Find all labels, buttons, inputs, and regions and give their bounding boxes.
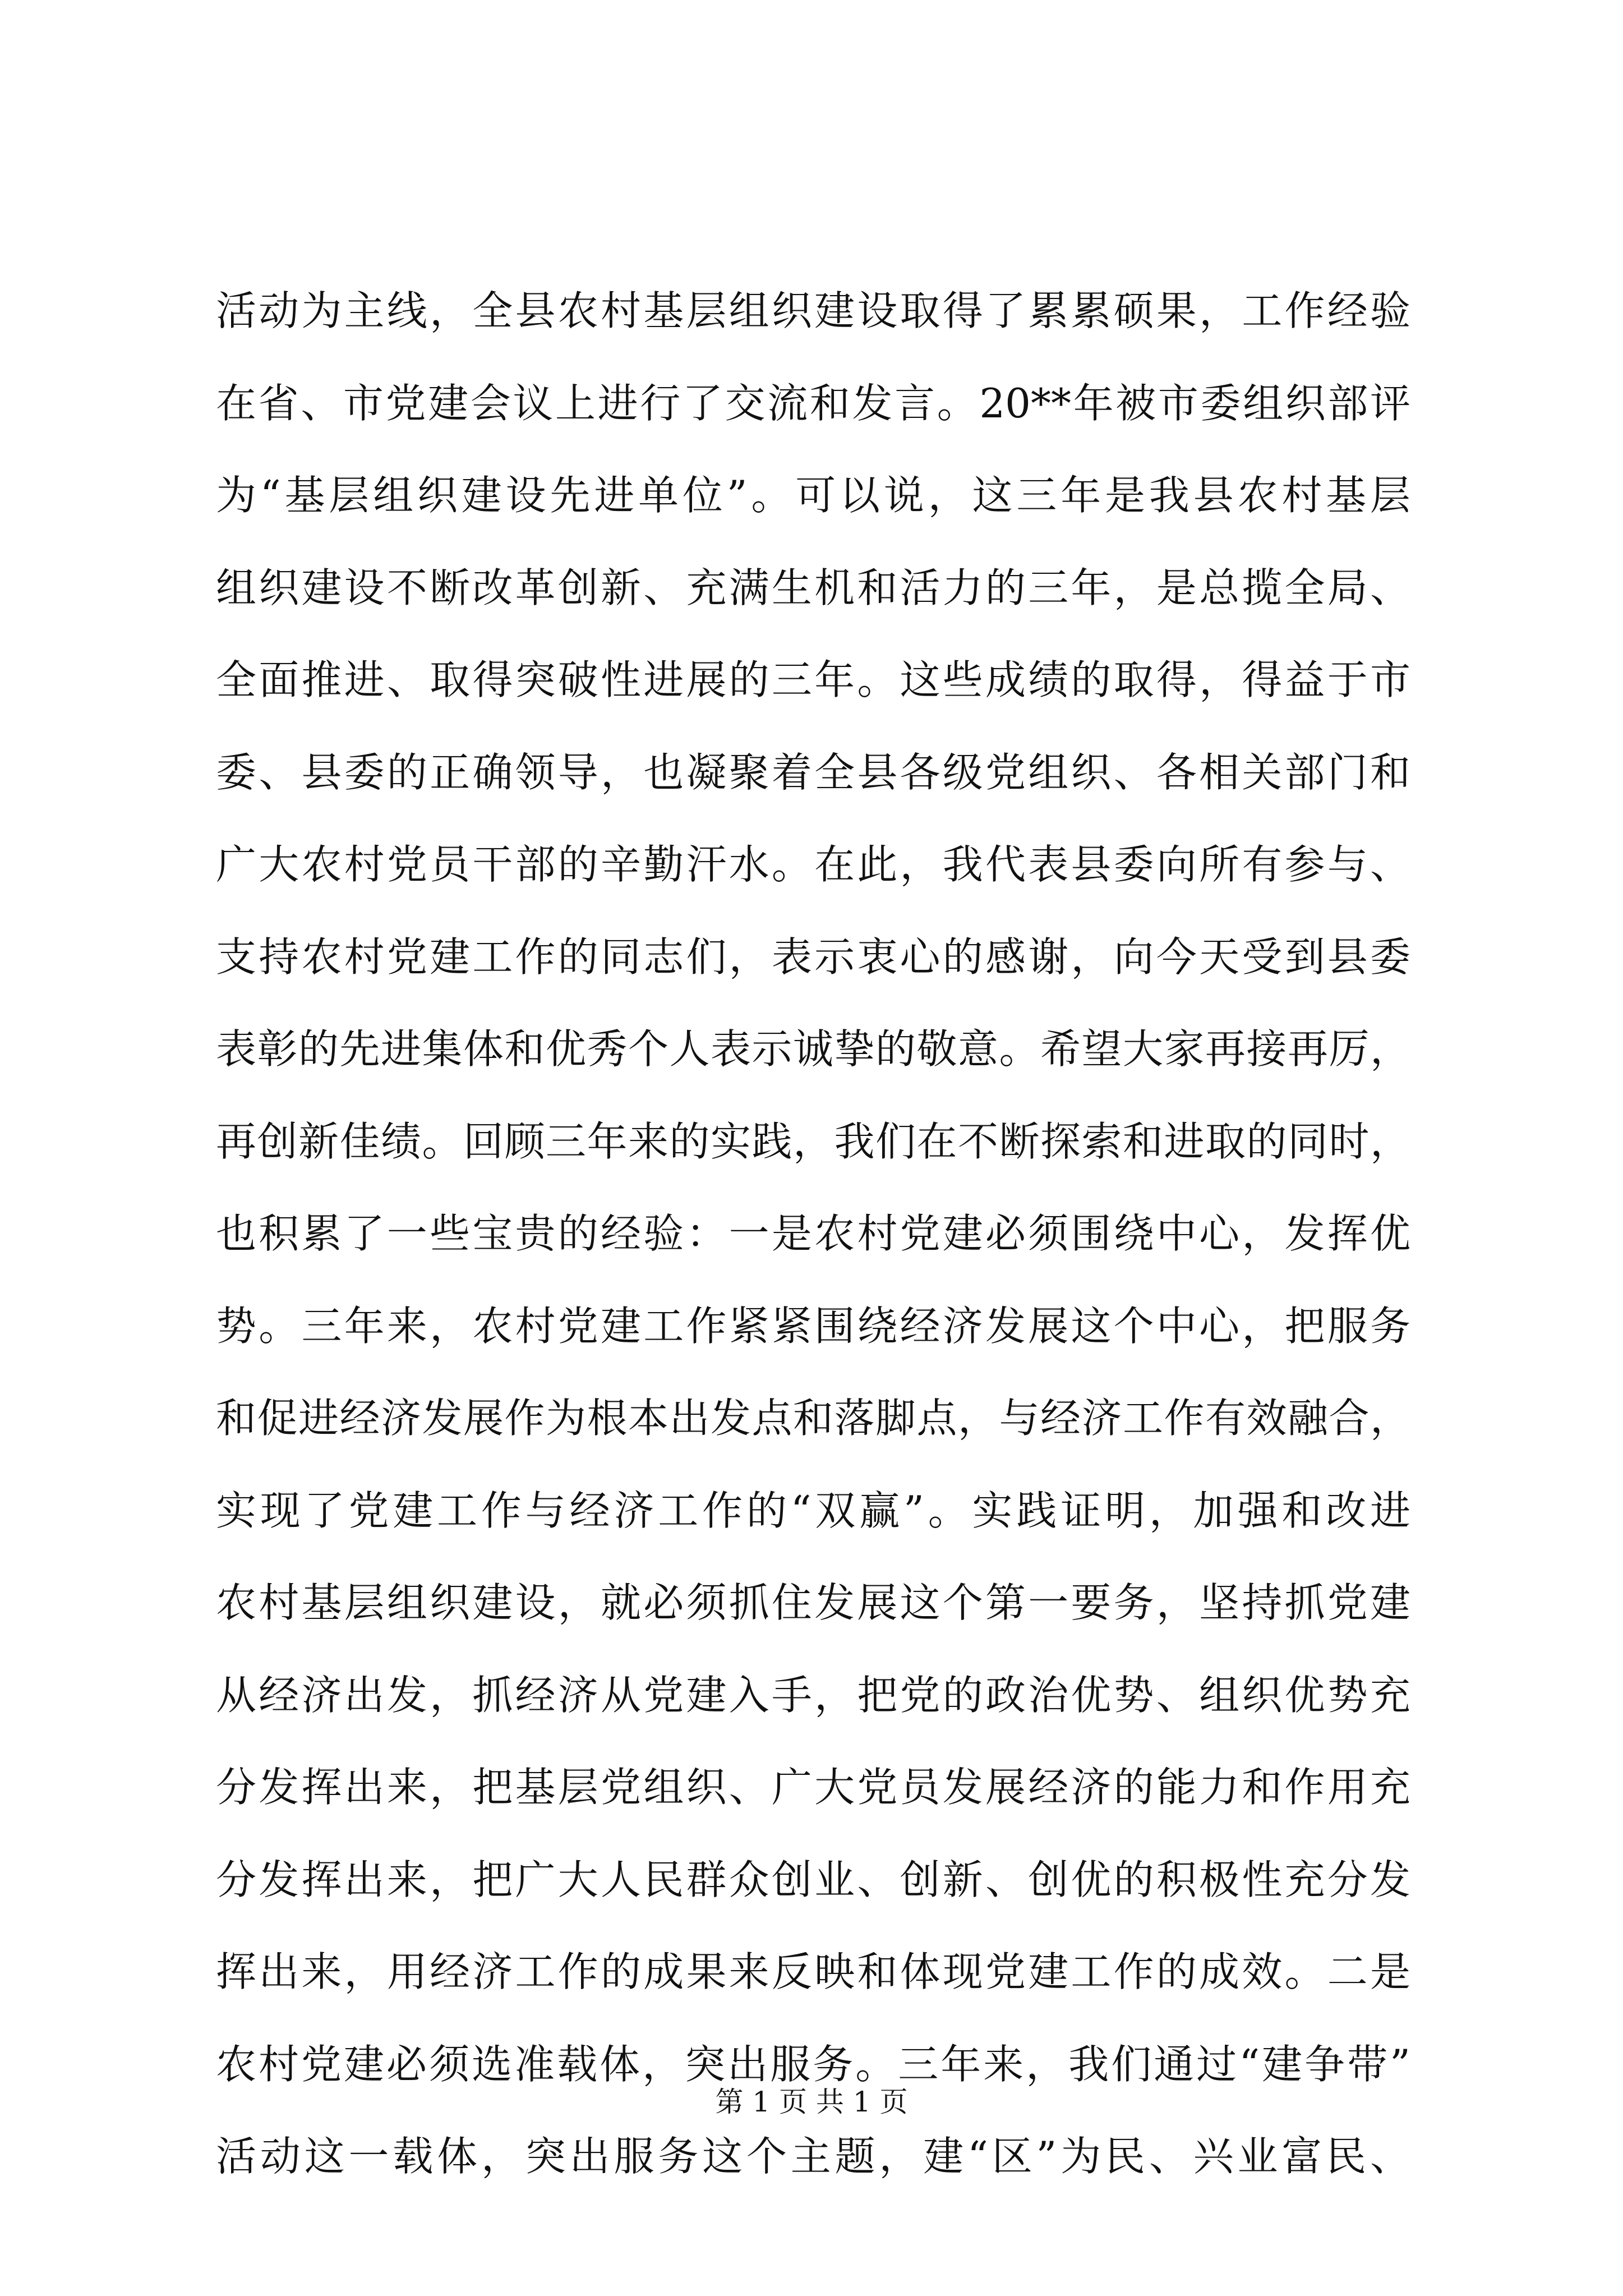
text-line: 支持农村党建工作的同志们，表示衷心的感谢，向今天受到县委 [216,933,1410,981]
text-line: 也积累了一些宝贵的经验：一是农村党建必须围绕中心，发挥优 [216,1210,1410,1257]
text-line: 组织建设不断改革创新、充满生机和活力的三年，是总揽全局、 [216,564,1410,611]
text-line: 分发挥出来，把广大人民群众创业、创新、创优的积极性充分发 [216,1856,1410,1903]
body-paragraph [216,265,1410,2203]
text-line: 挥出来，用经济工作的成果来反映和体现党建工作的成效。二是 [216,1948,1410,1995]
text-line: 势。三年来，农村党建工作紧紧围绕经济发展这个中心，把服务 [216,1302,1410,1350]
text-line: 农村基层组织建设，就必须抓住发展这个第一要务，坚持抓党建 [216,1579,1410,1626]
text-line: 农村党建必须选准载体，突出服务。三年来，我们通过“建争带” [216,2040,1410,2088]
text-line: 和促进经济发展作为根本出发点和落脚点，与经济工作有效融合， [216,1395,1410,1442]
text-line: 分发挥出来，把基层党组织、广大党员发展经济的能力和作用充 [216,1764,1410,1811]
text-line: 全面推进、取得突破性进展的三年。这些成绩的取得，得益于市 [216,656,1410,703]
text-line: 广大农村党员干部的辛勤汗水。在此，我代表县委向所有参与、 [216,841,1410,888]
text-line: 活动为主线，全县农村基层组织建设取得了累累硕果，工作经验 [216,287,1410,334]
text-line: 从经济出发，抓经济从党建入手，把党的政治优势、组织优势充 [216,1671,1410,1719]
text-line: 为“基层组织建设先进单位”。可以说，这三年是我县农村基层 [216,472,1410,519]
text-line: 实现了党建工作与经济工作的“双赢”。实践证明，加强和改进 [216,1487,1410,1534]
text-line: 表彰的先进集体和优秀个人表示诚挚的敬意。希望大家再接再厉， [216,1025,1410,1073]
text-line: 再创新佳绩。回顾三年来的实践，我们在不断探索和进取的同时， [216,1117,1410,1165]
text-line: 委、县委的正确领导，也凝聚着全县各级党组织、各相关部门和 [216,748,1410,796]
text-line: 活动这一载体，突出服务这个主题，建“区”为民、兴业富民、 [216,2133,1410,2180]
page-footer: 第 1 页 共 1 页 [715,2086,908,2118]
text-line: 在省、市党建会议上进行了交流和发言。20**年被市委组织部评 [216,379,1410,427]
